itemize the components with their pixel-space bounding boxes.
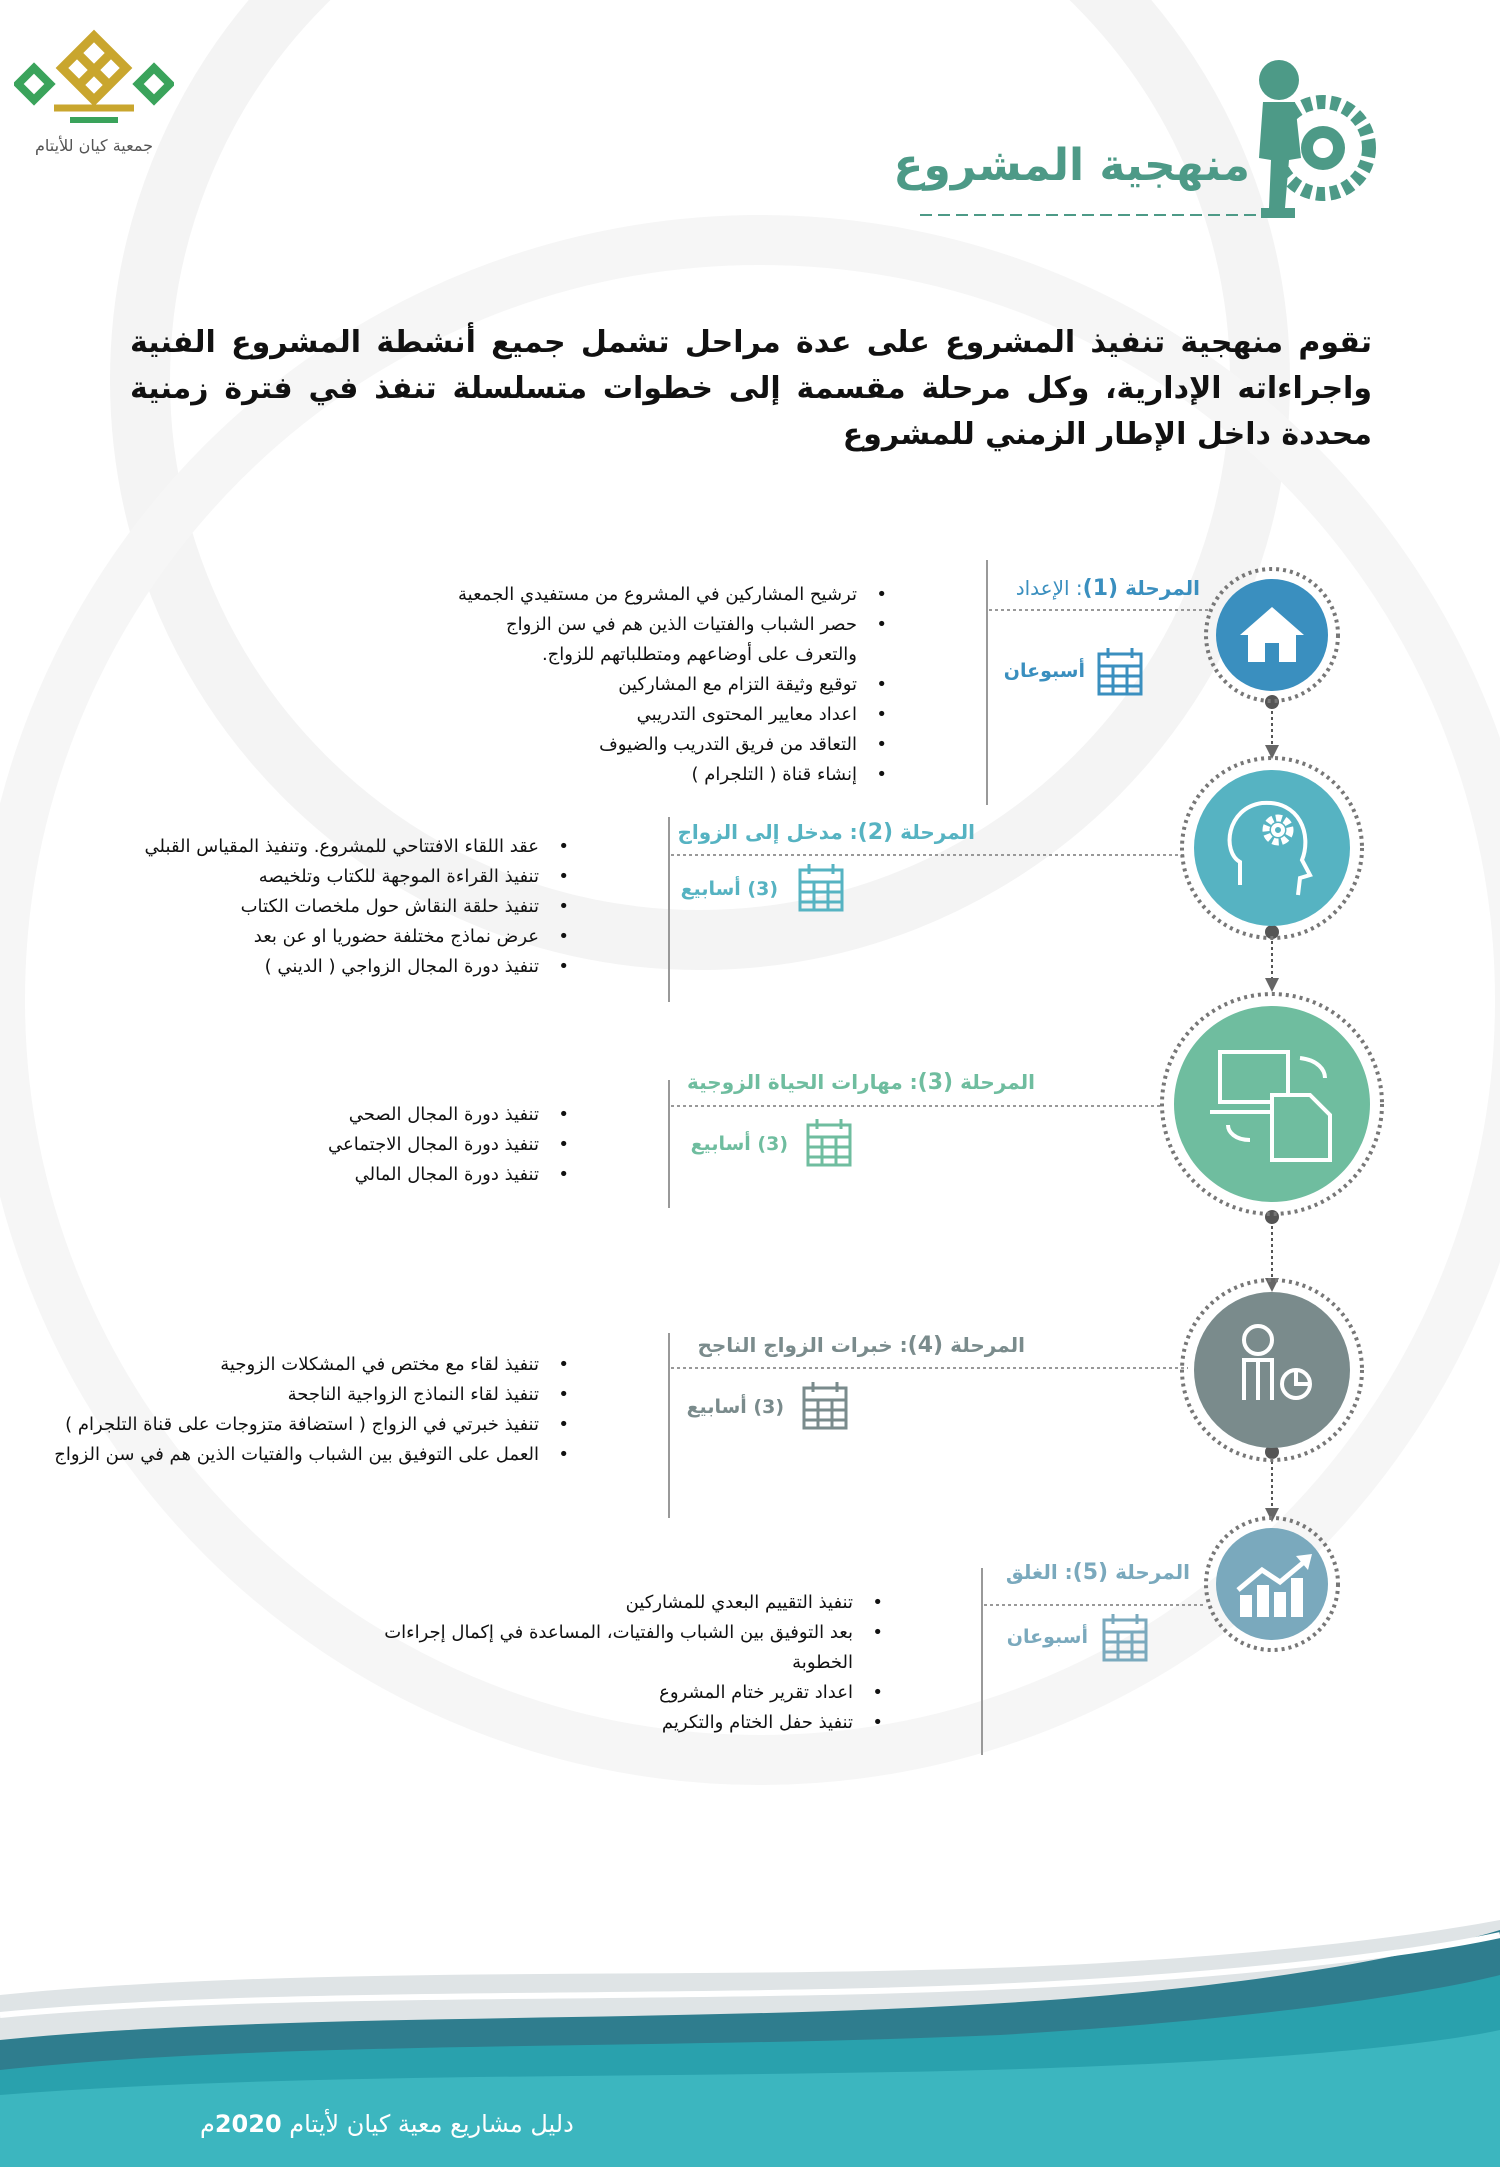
- stage-name: : الإعداد: [1015, 576, 1083, 600]
- stage-5-duration: أسبوعان: [1006, 1626, 1088, 1648]
- list-item: • اعداد معايير المحتوى التدريبي: [457, 700, 857, 730]
- stage-5-list: [353, 1588, 883, 1738]
- calendar-icon: [800, 864, 842, 910]
- list-item: • تنفيذ دورة المجال المالي: [219, 1160, 539, 1190]
- list-item: • إنشاء قناة ( التلجرام ): [457, 760, 857, 790]
- calendar-icon: [804, 1382, 846, 1428]
- stage-2-circle: [1182, 758, 1362, 938]
- list-item: • تنفيذ لقاء مع مختص في المشكلات الزوجية: [19, 1350, 539, 1380]
- title-underline: [920, 212, 1290, 218]
- stage-3-title: [687, 1070, 1035, 1095]
- stage-1-duration: أسبوعان: [1003, 660, 1085, 682]
- list-item: • بعد التوفيق بين الشباب والفتيات، المساعدة في إكمال إجراءات الخطوبة: [353, 1618, 853, 1678]
- list-item: • تنفيذ خبرتي في الزواج ( استضافة متزوجات على قناة التلجرام ): [19, 1410, 539, 1440]
- stage-name: : مدخل إلى الزواج: [677, 820, 858, 844]
- footer-text: [200, 2110, 574, 2138]
- list-item: • تنفيذ دورة المجال الاجتماعي: [219, 1130, 539, 1160]
- list-item: • عقد اللقاء الافتتاحي للمشروع. وتنفيذ المقياس القبلي: [119, 832, 539, 862]
- stage-label: المرحلة: [1125, 576, 1200, 600]
- stage-2-list: [119, 832, 569, 982]
- stage-number: (1): [1082, 576, 1119, 601]
- stage-number: (2): [857, 820, 894, 845]
- list-item: • تنفيذ دورة المجال الزواجي ( الديني ): [119, 952, 539, 982]
- list-item: • عرض نماذج مختلفة حضوريا او عن بعد: [119, 922, 539, 952]
- stage-label: المرحلة: [960, 1070, 1035, 1094]
- stage-4-duration: (3) أسابيع: [686, 1396, 784, 1418]
- stage-4-title: [697, 1333, 1025, 1358]
- stage-name: : خبرات الزواج الناجح: [697, 1333, 908, 1357]
- stage-label: المرحلة: [950, 1333, 1025, 1357]
- list-item: • تنفيذ التقييم البعدي للمشاركين: [353, 1588, 853, 1618]
- list-item: • التعاقد من فريق التدريب والضيوف: [457, 730, 857, 760]
- stage-3-list: [219, 1100, 569, 1190]
- stage-2-title: [677, 820, 975, 845]
- page-title: منهجية المشروع: [893, 140, 1250, 191]
- footer-suffix: م: [200, 2110, 215, 2138]
- list-item: • حصر الشباب والفتيات الذين هم في سن الزواج والتعرف على أوضاعهم ومتطلباتهم للزواج.: [457, 610, 857, 670]
- organization-logo: [14, 28, 174, 136]
- stage-2-duration: (3) أسابيع: [680, 878, 778, 900]
- stage-label: المرحلة: [1115, 1560, 1190, 1584]
- stage-5-circle: [1206, 1518, 1338, 1650]
- list-item: • تنفيذ القراءة الموجهة للكتاب وتلخيصه: [119, 862, 539, 892]
- stage-number: (4): [907, 1333, 944, 1358]
- stage-name: : مهارات الحياة الزوجية: [687, 1070, 918, 1094]
- list-item: • تنفيذ لقاء النماذج الزواجية الناجحة: [19, 1380, 539, 1410]
- calendar-icon: [808, 1119, 850, 1165]
- stage-1-title: [1016, 576, 1200, 601]
- stage-5-title: [1006, 1560, 1190, 1585]
- stage-number: (5): [1072, 1560, 1109, 1585]
- list-item: • ترشيح المشاركين في المشروع من مستفيدي الجمعية: [457, 580, 857, 610]
- calendar-icon: [1104, 1614, 1146, 1660]
- footer-title: دليل مشاريع معية كيان لأيتام: [281, 2110, 574, 2138]
- person-gear-icon: [1255, 58, 1380, 228]
- list-item: • تنفيذ دورة المجال الصحي: [219, 1100, 539, 1130]
- list-item: • تنفيذ حلقة النقاش حول ملخصات الكتاب: [119, 892, 539, 922]
- intro-paragraph: تقوم منهجية تنفيذ المشروع على عدة مراحل تشمل جميع أنشطة المشروع الفنية واجراءاته الإدارية، وكل مرحلة مقسمة إلى خطوات متسلسلة تنفذ في فترة زمنية محددة داخل الإطار الزمني للمشروع: [130, 325, 1372, 452]
- list-item: • اعداد تقرير ختام المشروع: [353, 1678, 853, 1708]
- calendar-icon: [1099, 648, 1141, 694]
- footer-year: 2020: [214, 2110, 282, 2138]
- stage-name: : الغلق: [1005, 1560, 1073, 1584]
- stage-number: (3): [917, 1070, 954, 1095]
- logo-text: جمعية كيان للأيتام: [35, 136, 153, 155]
- list-item: • العمل على التوفيق بين الشباب والفتيات الذين هم في سن الزواج: [19, 1440, 539, 1470]
- stage-label: المرحلة: [900, 820, 975, 844]
- stage-3-duration: (3) أسابيع: [690, 1133, 788, 1155]
- stage-4-list: [19, 1350, 569, 1470]
- list-item: • توقيع وثيقة التزام مع المشاركين: [457, 670, 857, 700]
- list-item: • تنفيذ حفل الختام والتكريم: [353, 1708, 853, 1738]
- stage-1-list: [457, 580, 887, 790]
